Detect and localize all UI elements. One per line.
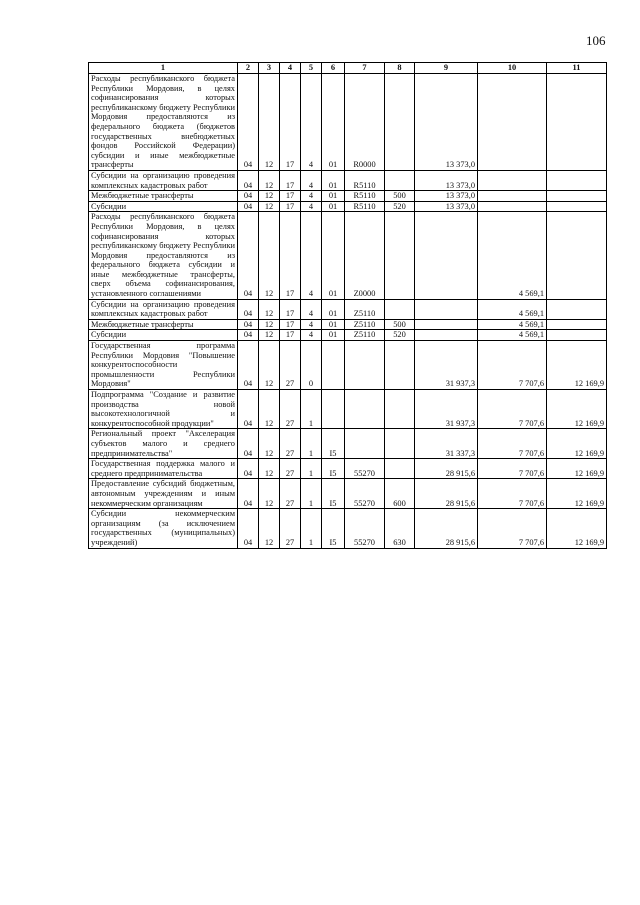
target-article-cell (345, 390, 385, 429)
amount-cell: 12 169,9 (547, 509, 607, 548)
amount-cell: 4 569,1 (478, 319, 547, 330)
amount-cell: 7 707,6 (478, 479, 547, 509)
item-name-cell: Государственная поддержка малого и среднего предпринимательства (89, 459, 238, 479)
column-header: 6 (322, 63, 345, 74)
event-cell: 01 (322, 191, 345, 202)
program-cell: 17 (280, 191, 301, 202)
amount-cell: 4 569,1 (478, 212, 547, 299)
amount-cell: 13 373,0 (415, 201, 478, 212)
amount-cell: 28 915,6 (415, 509, 478, 548)
amount-cell: 7 707,6 (478, 341, 547, 390)
section-cell: 12 (259, 201, 280, 212)
amount-cell (547, 201, 607, 212)
expense-type-cell: 520 (385, 330, 415, 341)
chapter-cell: 04 (238, 330, 259, 341)
chapter-cell: 04 (238, 459, 259, 479)
section-cell: 12 (259, 212, 280, 299)
amount-cell (478, 191, 547, 202)
subprogram-cell: 0 (301, 341, 322, 390)
event-cell: 01 (322, 330, 345, 341)
amount-cell (547, 330, 607, 341)
expense-type-cell (385, 341, 415, 390)
item-name-cell: Субсидии (89, 330, 238, 341)
event-cell: I5 (322, 509, 345, 548)
amount-cell: 31 937,3 (415, 341, 478, 390)
expense-type-cell: 500 (385, 191, 415, 202)
amount-cell (547, 319, 607, 330)
program-cell: 27 (280, 509, 301, 548)
item-name-cell: Подпрограмма "Создание и развитие производства новой высокотехнологичной и конкурентоспособной продукции" (89, 390, 238, 429)
amount-cell (547, 191, 607, 202)
amount-cell: 12 169,9 (547, 459, 607, 479)
expense-type-cell: 630 (385, 509, 415, 548)
amount-cell: 13 373,0 (415, 170, 478, 190)
chapter-cell: 04 (238, 429, 259, 459)
table-row (89, 299, 607, 319)
table-row (89, 509, 607, 548)
amount-cell (415, 330, 478, 341)
table-row (89, 390, 607, 429)
target-article-cell: R5110 (345, 170, 385, 190)
chapter-cell: 04 (238, 319, 259, 330)
expense-type-cell (385, 74, 415, 171)
event-cell: I5 (322, 459, 345, 479)
subprogram-cell: 4 (301, 74, 322, 171)
item-name-cell: Субсидии некоммерческим организациям (за исключением государственных (муниципальных) учреждений) (89, 509, 238, 548)
amount-cell (478, 74, 547, 171)
amount-cell (547, 299, 607, 319)
column-header: 10 (478, 63, 547, 74)
chapter-cell: 04 (238, 479, 259, 509)
amount-cell (415, 299, 478, 319)
target-article-cell: Z0000 (345, 212, 385, 299)
target-article-cell: 55270 (345, 479, 385, 509)
program-cell: 27 (280, 390, 301, 429)
section-cell: 12 (259, 479, 280, 509)
chapter-cell: 04 (238, 299, 259, 319)
expense-type-cell (385, 429, 415, 459)
target-article-cell: R5110 (345, 201, 385, 212)
amount-cell (415, 319, 478, 330)
target-article-cell: Z5110 (345, 330, 385, 341)
subprogram-cell: 4 (301, 201, 322, 212)
expense-type-cell: 600 (385, 479, 415, 509)
program-cell: 17 (280, 74, 301, 171)
target-article-cell: Z5110 (345, 319, 385, 330)
amount-cell: 7 707,6 (478, 509, 547, 548)
chapter-cell: 04 (238, 191, 259, 202)
program-cell: 17 (280, 299, 301, 319)
program-cell: 27 (280, 479, 301, 509)
column-header: 1 (89, 63, 238, 74)
table-row (89, 429, 607, 459)
page-number: 106 (586, 33, 606, 48)
expense-type-cell (385, 170, 415, 190)
amount-cell (547, 212, 607, 299)
amount-cell (478, 201, 547, 212)
expense-type-cell (385, 459, 415, 479)
item-name-cell: Межбюджетные трансферты (89, 191, 238, 202)
expense-type-cell: 520 (385, 201, 415, 212)
item-name-cell: Расходы республиканского бюджета Республики Мордовия, в целях софинансирования которых республиканскому бюджету Республики Мордовия предоставляются из федерального бюджета субсидии и иные межбюджетные трансферты, сверх объема софинансирования, установленного соглашениями (89, 212, 238, 299)
program-cell: 17 (280, 330, 301, 341)
item-name-cell: Расходы республиканского бюджета Республики Мордовия, в целях софинансирования которых республиканскому бюджету Республики Мордовия предоставляются из федерального бюджета (бюджетов государственных внебюджетных фондов Российской Федерации) субсидии и иные межбюджетные трансферты (89, 74, 238, 171)
budget-table (88, 62, 607, 549)
amount-cell: 4 569,1 (478, 299, 547, 319)
amount-cell: 13 373,0 (415, 191, 478, 202)
column-header: 4 (280, 63, 301, 74)
target-article-cell: 55270 (345, 509, 385, 548)
subprogram-cell: 1 (301, 479, 322, 509)
program-cell: 17 (280, 212, 301, 299)
event-cell: 01 (322, 170, 345, 190)
event-cell (322, 341, 345, 390)
subprogram-cell: 4 (301, 299, 322, 319)
table-row (89, 330, 607, 341)
amount-cell: 13 373,0 (415, 74, 478, 171)
program-cell: 27 (280, 341, 301, 390)
section-cell: 12 (259, 191, 280, 202)
item-name-cell: Предоставление субсидий бюджетным, автономным учреждениям и иным некоммерческим организациям (89, 479, 238, 509)
chapter-cell: 04 (238, 341, 259, 390)
program-cell: 27 (280, 429, 301, 459)
column-header: 9 (415, 63, 478, 74)
subprogram-cell: 4 (301, 191, 322, 202)
program-cell: 17 (280, 201, 301, 212)
chapter-cell: 04 (238, 390, 259, 429)
subprogram-cell: 4 (301, 170, 322, 190)
expense-type-cell: 500 (385, 319, 415, 330)
program-cell: 17 (280, 319, 301, 330)
table-row (89, 212, 607, 299)
target-article-cell (345, 341, 385, 390)
table-row (89, 459, 607, 479)
amount-cell: 7 707,6 (478, 459, 547, 479)
column-header: 2 (238, 63, 259, 74)
chapter-cell: 04 (238, 509, 259, 548)
section-cell: 12 (259, 299, 280, 319)
amount-cell (415, 212, 478, 299)
section-cell: 12 (259, 170, 280, 190)
item-name-cell: Межбюджетные трансферты (89, 319, 238, 330)
column-header: 11 (547, 63, 607, 74)
amount-cell: 28 915,6 (415, 459, 478, 479)
target-article-cell: 55270 (345, 459, 385, 479)
event-cell: 01 (322, 74, 345, 171)
amount-cell: 31 337,3 (415, 429, 478, 459)
table-row (89, 201, 607, 212)
amount-cell (478, 170, 547, 190)
item-name-cell: Субсидии на организацию проведения комплексных кадастровых работ (89, 170, 238, 190)
table-row (89, 319, 607, 330)
target-article-cell (345, 429, 385, 459)
item-name-cell: Субсидии (89, 201, 238, 212)
amount-cell: 12 169,9 (547, 429, 607, 459)
target-article-cell: R0000 (345, 74, 385, 171)
item-name-cell: Региональный проект "Акселерация субъектов малого и среднего предпринимательства" (89, 429, 238, 459)
amount-cell: 7 707,6 (478, 390, 547, 429)
section-cell: 12 (259, 390, 280, 429)
event-cell: I5 (322, 479, 345, 509)
column-header: 8 (385, 63, 415, 74)
program-cell: 27 (280, 459, 301, 479)
subprogram-cell: 1 (301, 390, 322, 429)
section-cell: 12 (259, 74, 280, 171)
table-row (89, 479, 607, 509)
chapter-cell: 04 (238, 74, 259, 171)
event-cell: 01 (322, 201, 345, 212)
expense-type-cell (385, 390, 415, 429)
column-header: 3 (259, 63, 280, 74)
amount-cell: 12 169,9 (547, 341, 607, 390)
amount-cell: 31 937,3 (415, 390, 478, 429)
amount-cell: 4 569,1 (478, 330, 547, 341)
table-row (89, 74, 607, 171)
section-cell: 12 (259, 509, 280, 548)
target-article-cell: Z5110 (345, 299, 385, 319)
subprogram-cell: 4 (301, 330, 322, 341)
section-cell: 12 (259, 330, 280, 341)
amount-cell: 12 169,9 (547, 390, 607, 429)
section-cell: 12 (259, 459, 280, 479)
chapter-cell: 04 (238, 201, 259, 212)
subprogram-cell: 1 (301, 459, 322, 479)
subprogram-cell: 4 (301, 212, 322, 299)
subprogram-cell: 1 (301, 509, 322, 548)
amount-cell (547, 170, 607, 190)
table-header-row (89, 63, 607, 74)
item-name-cell: Государственная программа Республики Мордовия "Повышение конкурентоспособности промышленности Республики Мордовия" (89, 341, 238, 390)
expense-type-cell (385, 212, 415, 299)
amount-cell: 28 915,6 (415, 479, 478, 509)
table-row (89, 191, 607, 202)
event-cell (322, 390, 345, 429)
table-row (89, 341, 607, 390)
amount-cell (547, 74, 607, 171)
column-header: 7 (345, 63, 385, 74)
amount-cell: 12 169,9 (547, 479, 607, 509)
subprogram-cell: 1 (301, 429, 322, 459)
amount-cell: 7 707,6 (478, 429, 547, 459)
column-header: 5 (301, 63, 322, 74)
event-cell: 01 (322, 212, 345, 299)
section-cell: 12 (259, 341, 280, 390)
chapter-cell: 04 (238, 170, 259, 190)
expense-type-cell (385, 299, 415, 319)
section-cell: 12 (259, 429, 280, 459)
target-article-cell: R5110 (345, 191, 385, 202)
event-cell: I5 (322, 429, 345, 459)
chapter-cell: 04 (238, 212, 259, 299)
event-cell: 01 (322, 319, 345, 330)
event-cell: 01 (322, 299, 345, 319)
table-row (89, 170, 607, 190)
section-cell: 12 (259, 319, 280, 330)
subprogram-cell: 4 (301, 319, 322, 330)
program-cell: 17 (280, 170, 301, 190)
item-name-cell: Субсидии на организацию проведения комплексных кадастровых работ (89, 299, 238, 319)
